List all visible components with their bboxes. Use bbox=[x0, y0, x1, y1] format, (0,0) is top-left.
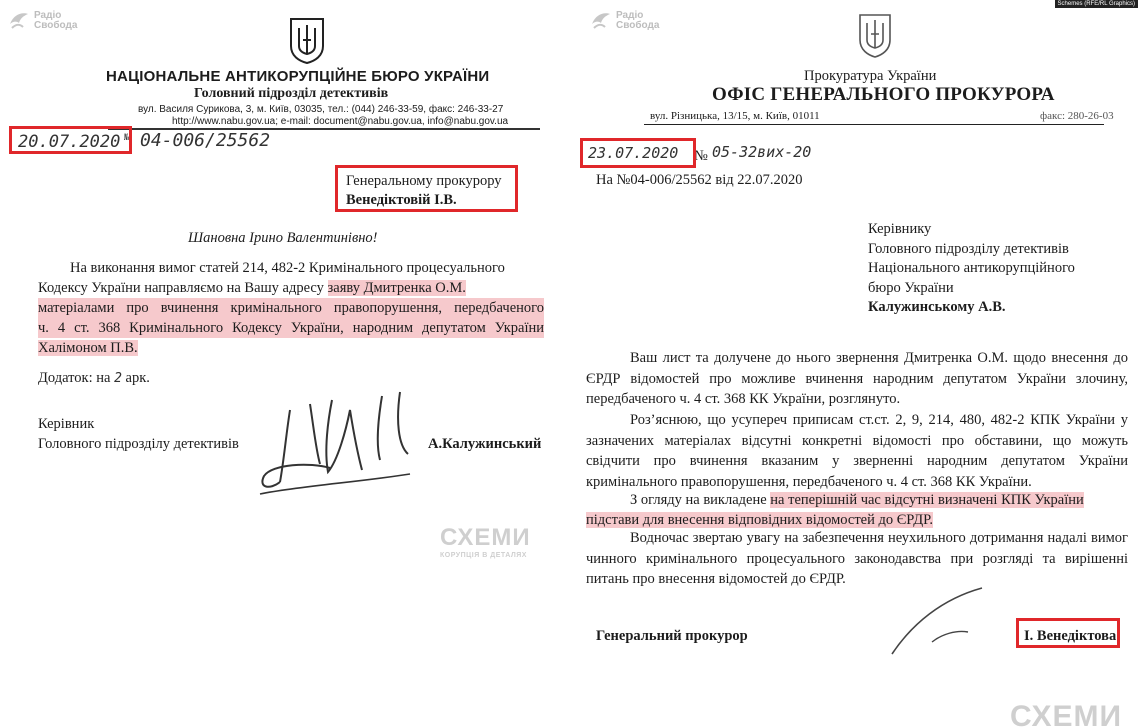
attachment-unit: арк. bbox=[125, 370, 150, 386]
ogp-header-rule bbox=[644, 124, 1104, 125]
ogp-letter-page bbox=[572, 0, 1140, 727]
ogp-outgoing-number: 05-32вих-20 bbox=[712, 143, 812, 161]
ogp-paragraph-1: Ваш лист та долучене до нього звернення Дмитренка О.М. щодо внесення до ЄРДР відомостей про можливе вчинення народним депутатом України злочину, передбаченого ч. 4 ст. 368 КК України, розглянуто. bbox=[586, 350, 1128, 407]
logo-line1: Радіо bbox=[34, 10, 62, 21]
ogp-ref-prefix: На № bbox=[596, 172, 631, 188]
salutation: Шановна Ірино Валентинівно! bbox=[188, 230, 378, 246]
bird-logo-icon bbox=[590, 10, 612, 32]
p1-highlight-2: матеріалами про вчинення кримінального правопорушення, передбаченого bbox=[38, 300, 544, 316]
image-credit: Schemes (RFE/RL Graphics) bbox=[1055, 0, 1138, 8]
left-sign-role1: Керівник bbox=[38, 416, 95, 432]
left-sign-name: А.Калужинський bbox=[428, 436, 542, 452]
schemy-watermark bbox=[440, 524, 531, 559]
bird-logo-icon bbox=[8, 10, 30, 32]
ogp-org-line1: Прокуратура України bbox=[804, 68, 937, 84]
logo-line2: Свобода bbox=[34, 20, 78, 31]
p1-line2: Кодексу України направляємо на Вашу адресу bbox=[38, 280, 328, 296]
nabu-letter-page: Радіо Свобода НАЦІОНАЛЬНЕ АНТИКОРУПЦІЙНЕ БЮРО УКРАЇНИ Головний підрозділ детективів вул. Василя Сурикова, 3, м. Київ, 03035, тел.: (044) 246-33-59, факс: 246-33-27 http://www.nabu.gov.ua; e-mail: document@nabu.gov.ua, info@nabu.gov.ua 20.07.2020 № 04-006/25562 Генеральному прокурору Венедіктовій І.В. Шановна Ірино Валентинівно! На виконання вимог статей 214, 482-2 Кримінального процесуального Кодексу України направляємо на Вашу адресу заяву Дмитренка О.М. матеріалами про вчинення кримінального правопорушення, передбаченого ч. 4 ст. 368 Кримінального Кодексу України, народним депутатом України Халімоном П.В. Додаток: на 2 арк. Керівник Головного підрозділу детективів А.Калужинський СХЕМИ КОРУПЦІЯ В ДЕТАЛЯХ bbox=[0, 0, 560, 727]
ogp-paragraph-4: Водночас звертаю увагу на забезпечення неухильного дотримання надалі вимог чинного кримінального процесуального законодавства при розгляді та вирішенні питань про внесення відомостей до ЄРДР. bbox=[586, 530, 1128, 587]
ogp-reference-line bbox=[596, 170, 803, 190]
schemy-name: СХЕМИ bbox=[1010, 700, 1123, 727]
ogp-sign-name: І. Венедіктова bbox=[1024, 628, 1117, 644]
ogp-address: вул. Різницька, 13/15, м. Київ, 01011 bbox=[650, 110, 820, 122]
ogp-sign-role: Генеральний прокурор bbox=[596, 628, 748, 644]
nabu-subdivision: Головний підрозділ детективів bbox=[194, 86, 389, 101]
ogp-date: 23.07.2020 bbox=[588, 144, 679, 162]
venediktova-signature bbox=[872, 584, 1022, 664]
schemy-watermark-right bbox=[1010, 700, 1122, 727]
left-sign-role2: Головного підрозділу детективів bbox=[38, 436, 239, 452]
recipient-highlight-box bbox=[335, 165, 518, 212]
ogp-ref-number: 04-006/25562 bbox=[630, 172, 712, 188]
date-highlight-box bbox=[9, 126, 132, 154]
nabu-address: вул. Василя Сурикова, 3, м. Київ, 03035, тел.: (044) 246-33-59, факс: 246-33-27 bbox=[138, 104, 504, 115]
attachment-label: Додаток: на bbox=[38, 370, 111, 386]
ogp-signer-highlight-box bbox=[1016, 618, 1120, 648]
ogp-recipient-name: Калужинському А.В. bbox=[868, 299, 1006, 315]
ogp-p3-highlight-1: на теперішній час відсутні визначені КПК України bbox=[770, 492, 1084, 508]
ogp-org-title: ОФІС ГЕНЕРАЛЬНОГО ПРОКУРОРА bbox=[712, 84, 1055, 105]
p1-highlight-4: Халімоном П.В. bbox=[38, 340, 138, 356]
attachment-line bbox=[38, 368, 150, 389]
logo-line2: Свобода bbox=[616, 20, 660, 31]
p1-highlight-1: заяву Дмитренка О.М. bbox=[327, 280, 466, 296]
ogp-recipient-line: Національного антикорупційного bbox=[868, 260, 1075, 276]
ogp-p3-start: З огляду на викладене bbox=[630, 492, 771, 508]
nabu-org-title: НАЦІОНАЛЬНЕ АНТИКОРУПЦІЙНЕ БЮРО УКРАЇНИ bbox=[106, 68, 490, 85]
schemy-tagline: КОРУПЦІЯ В ДЕТАЛЯХ bbox=[440, 552, 527, 559]
logo-line1: Радіо bbox=[616, 10, 644, 21]
ogp-ref-date: від 22.07.2020 bbox=[715, 172, 803, 188]
nabu-contacts: http://www.nabu.gov.ua; e-mail: document@nabu.gov.ua, info@nabu.gov.ua bbox=[172, 116, 509, 127]
nabu-date: 20.07.2020 bbox=[18, 132, 121, 152]
trident-emblem-icon bbox=[857, 12, 893, 58]
radio-svoboda-logo bbox=[8, 10, 77, 32]
attachment-count: 2 bbox=[114, 371, 122, 386]
trident-emblem-icon bbox=[288, 16, 326, 64]
ogp-date-highlight-box bbox=[580, 138, 696, 168]
radio-svoboda-logo-right bbox=[590, 10, 659, 32]
p1-highlight-3: ч. 4 ст. 368 Кримінального Кодексу України, народним депутатом України bbox=[38, 320, 544, 336]
ogp-paragraph-2: Роз’яснюю, що усупереч приписам ст.ст. 2, 9, 214, 480, 482-2 КПК України у зазначених матеріалах відсутні конкретні відомості про обставини, що можуть свідчити про вчинення вказаним у зверненні народним депутатом України кримінального правопорушення, передбаченого ч. 4 ст. 368 КК України. bbox=[586, 412, 1128, 490]
recipient-line1: Генеральному прокурору bbox=[346, 173, 502, 189]
ogp-recipient-line: бюро України bbox=[868, 279, 954, 296]
recipient-line2: Венедіктовій І.В. bbox=[346, 192, 457, 208]
ogp-fax: факс: 280-26-03 bbox=[1040, 110, 1114, 122]
ogp-p3-highlight-2: підстави для внесення відповідних відомостей до ЄРДР. bbox=[586, 512, 934, 528]
ogp-recipient-line: Керівнику bbox=[868, 221, 932, 237]
ogp-recipient-block bbox=[868, 220, 1075, 318]
nabu-outgoing-number: 04-006/25562 bbox=[140, 130, 271, 151]
kaluzhynskyi-signature bbox=[250, 390, 420, 500]
ogp-recipient-line: Головного підрозділу детективів bbox=[868, 240, 1069, 257]
ogp-number-prefix: № bbox=[694, 148, 708, 164]
page-gap bbox=[560, 0, 572, 727]
p1-line1: На виконання вимог статей 214, 482-2 Кримінального процесуального bbox=[70, 260, 505, 276]
schemy-name: СХЕМИ bbox=[440, 524, 531, 551]
